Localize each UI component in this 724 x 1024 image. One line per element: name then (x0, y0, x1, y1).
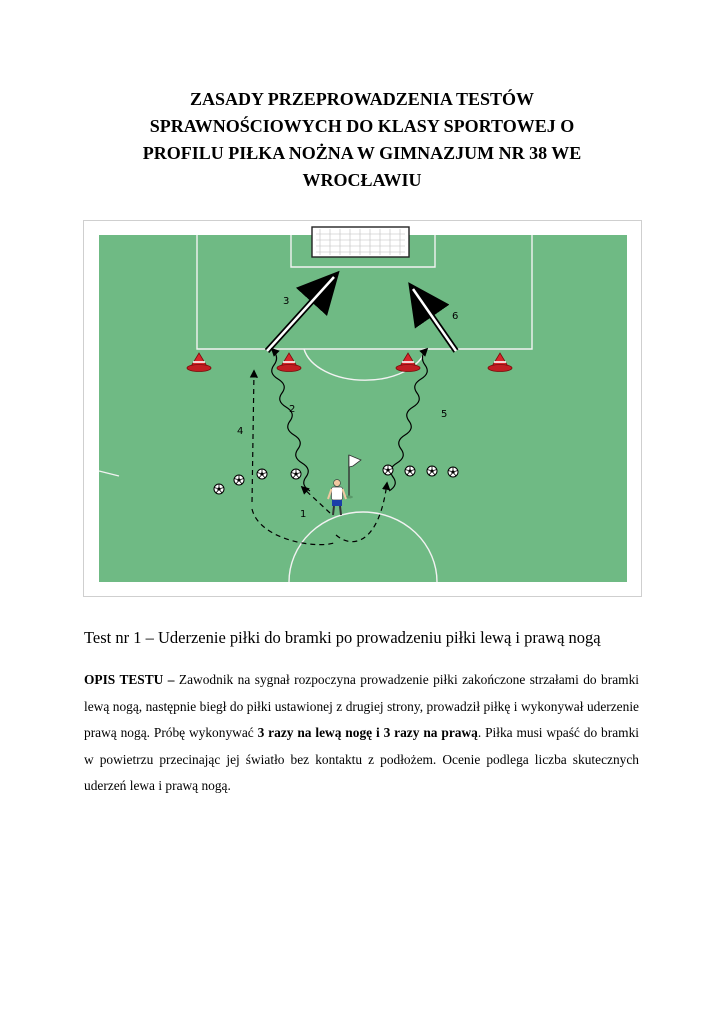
ball-icon (427, 466, 437, 476)
ball-icon (405, 466, 415, 476)
path-label-2: 2 (289, 404, 296, 415)
test-heading: Test nr 1 – Uderzenie piłki do bramki po prowadzeniu piłki lewą i prawą nogą (84, 628, 601, 647)
path-label-1: 1 (300, 509, 307, 520)
ball-icon (291, 469, 301, 479)
description-bold: 3 razy na lewą nogę i 3 razy na prawą (257, 725, 478, 740)
description-text-2: . Piłka musi wpaść do bramki w powietrzu przecinając jej światło bez kontaktu z podłożem. Ocenie podlega liczba skutecznych uderzeń lewa i prawą nogą. (84, 725, 639, 793)
title-line-3: PROFILU PIŁKA NOŻNA W GIMNAZJUM NR 38 WE (142, 143, 582, 163)
ball-icon (448, 467, 458, 477)
title-line-2: SPRAWNOŚCIOWYCH DO KLASY SPORTOWEJ O (149, 116, 575, 136)
title-line-4: WROCŁAWIU (302, 170, 422, 190)
document-title (96, 86, 628, 194)
path-label-3: 3 (283, 296, 290, 307)
title-line-1: ZASADY PRZEPROWADZENIA TESTÓW (189, 89, 535, 109)
goal-icon (312, 227, 409, 257)
pitch-surface (99, 235, 627, 582)
ball-icon (214, 484, 224, 494)
path-label-6: 6 (452, 311, 459, 322)
description-label: OPIS TESTU – (84, 672, 175, 687)
drill-diagram (83, 220, 642, 597)
test-description (84, 667, 639, 800)
football-pitch-diagram (84, 221, 641, 596)
ball-icon (383, 465, 393, 475)
ball-icon (234, 475, 244, 485)
description-text-1: Zawodnik na sygnał rozpoczyna prowadzenie piłki zakończone strzałami do bramki lewą nogą, następnie biegł do piłki ustawionej z drugiej strony, prowadził piłkę i wykonywał uderzenie prawą nogą. Próbę wykonywać (84, 672, 639, 740)
path-label-5: 5 (441, 409, 448, 420)
ball-icon (257, 469, 267, 479)
path-label-4: 4 (237, 426, 244, 437)
